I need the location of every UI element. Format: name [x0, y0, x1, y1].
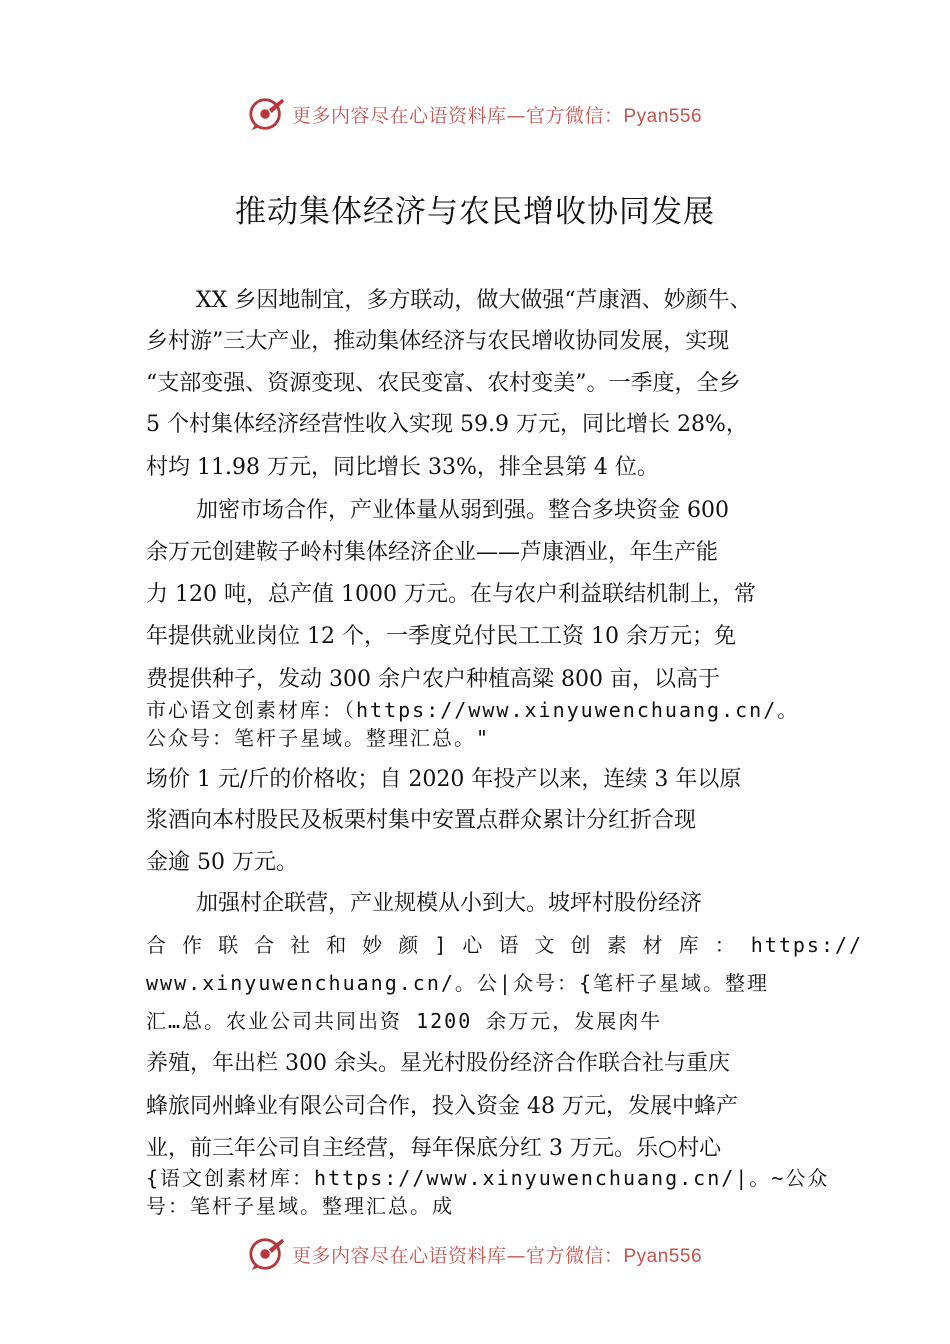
paragraph-line: 余万元创建鞍子岭村集体经济企业——芦康酒业，年生产能: [146, 540, 719, 565]
paragraph-line: “支部变强、资源变现、农民变富、农村变美”。一季度，全乡: [146, 371, 741, 396]
paragraph-line: 蜂旅同州蜂业有限公司合作，投入资金 48 万元，发展中蜂产: [146, 1094, 738, 1119]
pen-logo-icon: [248, 95, 286, 133]
watermark-line: 市心语文创素材库：（https://www.xinyuwenchuang.cn/。: [146, 698, 800, 722]
paragraph-line: 5 个村集体经济经营性收入实现 59.9 万元，同比增长 28%，: [146, 412, 748, 437]
paragraph-line: 加密市场合作，产业体量从弱到强。整合多块资金 600: [196, 498, 729, 523]
paragraph-line: 场价 1 元/斤的价格收；自 2020 年投产以来，连续 3 年以原: [146, 767, 742, 792]
paragraph-line: 乡村游”三大产业，推动集体经济与农民增收协同发展，实现: [146, 329, 730, 354]
wechat-id: Pyan556: [623, 105, 703, 127]
watermark-line: www.xinyuwenchuang.cn/。公|众号：{笔杆子星域。整理: [146, 971, 769, 995]
paragraph-line: 浆酒向本村股民及板栗村集中安置点群众累计分红折合现: [146, 808, 697, 833]
paragraph-line: 业，前三年公司自主经营，每年保底分红 3 万元。乐○村心: [146, 1136, 722, 1161]
paragraph-line: 村均 11.98 万元，同比增长 33%，排全县第 4 位。: [146, 455, 659, 480]
banner-text: 更多内容尽在心语资料库—官方微信：Pyan556: [291, 1244, 703, 1267]
paragraph-line: XX 乡因地制宜，多方联动，做大做强“芦康酒、妙颜牛、: [196, 288, 752, 313]
paragraph-line: 加强村企联营，产业规模从小到大。坡坪村股份经济: [196, 891, 703, 916]
paragraph-line: 费提供种子，发动 300 余户农户种植高粱 800 亩，以高于: [146, 667, 720, 692]
paragraph-line: 年提供就业岗位 12 个，一季度兑付民工工资 10 余万元；免: [146, 624, 736, 649]
paragraph-line: 养殖，年出栏 300 余头。星光村股份经济合作联合社与重庆: [146, 1051, 730, 1076]
pen-logo-icon: [248, 1235, 286, 1273]
page-title: 推动集体经济与农民增收协同发展: [235, 194, 715, 230]
footer-banner: [0, 1234, 950, 1274]
watermark-line: 合 作 联 合 社 和 妙 颜 ] 心 语 文 创 素 材 库 ： https://: [146, 933, 864, 957]
watermark-line: {语文创素材库：https://www.xinyuwenchuang.cn/|。~公众: [146, 1166, 830, 1190]
header-banner: [0, 94, 950, 134]
banner-text: 更多内容尽在心语资料库—官方微信：Pyan556: [291, 104, 703, 127]
watermark-line: 汇…总。农业公司共同出资 1200 余万元，发展肉牛: [146, 1009, 663, 1033]
watermark-line: 号：笔杆子星域。整理汇总。成: [146, 1194, 454, 1218]
paragraph-line: 力 120 吨，总产值 1000 万元。在与农户利益联结机制上，常: [146, 582, 756, 607]
paragraph-line: 金逾 50 万元。: [146, 850, 298, 875]
wechat-id: Pyan556: [623, 1245, 703, 1267]
watermark-line: 公众号：笔杆子星域。整理汇总。": [146, 726, 491, 750]
